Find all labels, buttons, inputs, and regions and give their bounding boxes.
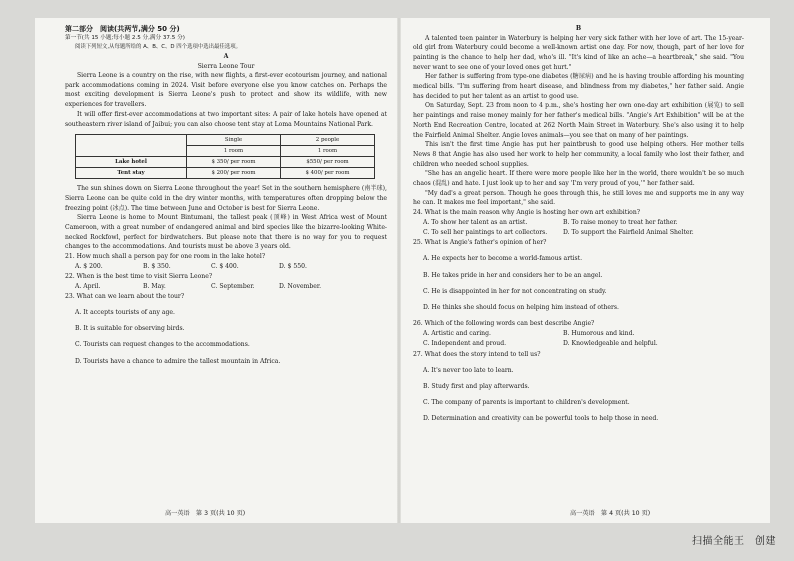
table-row-label: Lake hotel [76, 157, 187, 168]
question-22-options [75, 282, 387, 292]
passage-b-paragraph-1: A talented teen painter in Waterbury is helping her very sick father with her love of art. The 15-year-old girl from Waterbury could become a well-known artist one day. For now, though, part of her love for painting is the chance to help her dad, who's ill. "It's kind of like an ache—a heartbreak," she said. "You never want to see one of your loved ones get hurt." [413, 34, 744, 71]
section-title: 第二部分 阅读(共两节,满分 50 分) [65, 25, 180, 33]
table-cell: $550/ per room [281, 157, 375, 168]
passage-b-paragraph-4: This isn't the first time Angie has put her paintbrush to good use helping others. Her mother tells News 8 that Angie has also used her work to help her community, a local family who lost their father, and children who needed school supplies. [413, 141, 744, 168]
option[interactable]: D. $ 550. [279, 262, 307, 270]
passage-a-paragraph-3: The sun shines down on Sierra Leone throughout the year! Set in the southern hemisphere (南半球), Sierra Leone can be quite cold in the dry winter months, with temperatures often dropping below the freezing point (冰点). The time between June and October is best for Sierra Leone. [65, 185, 387, 212]
page-4-footer: 高一英语 第 4 页(共 10 页) [570, 510, 651, 517]
option[interactable]: B. To raise money to treat her father. [563, 218, 678, 226]
option[interactable]: B. Humorous and kind. [563, 330, 635, 338]
question-21-options [75, 262, 387, 272]
option[interactable]: B. It is suitable for observing birds. [75, 324, 185, 332]
option[interactable]: C. He is disappointed in her for not concentrating on study. [423, 287, 607, 295]
option[interactable]: D. Knowledgeable and helpful. [563, 340, 658, 348]
option[interactable]: A. He expects her to become a world-famous artist. [423, 255, 583, 263]
option[interactable]: D. To support the Fairfield Animal Shelter. [563, 229, 694, 237]
table-row [76, 157, 375, 168]
question-22: 22. When is the best time to visit Sierra Leone? [65, 272, 213, 280]
passage-letter-b: B [575, 25, 582, 32]
question-25: 25. What is Angie's father's opinion of her? [413, 239, 547, 247]
page-3-footer: 高一英语 第 3 页(共 10 页) [165, 510, 246, 517]
option[interactable]: D. Determination and creativity can be powerful tools to help those in need. [423, 415, 659, 423]
option[interactable]: A. April. [75, 282, 101, 290]
option[interactable]: B. $ 350. [143, 262, 171, 270]
option[interactable]: C. September. [211, 282, 255, 290]
question-26-options-row-1 [423, 329, 744, 339]
option[interactable]: B. May. [143, 282, 166, 290]
table-corner [76, 135, 187, 157]
table-cell: $ 350/ per room [187, 157, 281, 168]
question-26-options-row-2 [423, 339, 744, 349]
option[interactable]: A. Artistic and caring. [423, 330, 491, 338]
question-24-options-row-1 [423, 218, 744, 228]
option[interactable]: B. He takes pride in her and considers her to be an angel. [423, 271, 603, 279]
option[interactable]: C. The company of parents is important to children's development. [423, 399, 630, 407]
passage-b-paragraph-6: "My dad's a great person. Though he goes through this, he still loves me and supports me in any way he can. It makes me feel important," she said. [413, 189, 744, 207]
option[interactable]: C. Independent and proud. [423, 340, 507, 348]
option[interactable]: C. $ 400. [211, 262, 239, 270]
table-header-single: Single [187, 135, 281, 146]
question-27: 27. What does the story intend to tell us? [413, 350, 541, 358]
option[interactable]: D. Tourists have a chance to admire the tallest mountain in Africa. [75, 357, 281, 365]
room-price-table [75, 134, 375, 179]
passage-a-paragraph-1: Sierra Leone is a country on the rise, with new flights, a first-ever ecotourism journey, and national park accommodations coming in 2024. Visit before everyone else you know catches on. Perhaps the most exciting development is Sierra Leone's push to protect and show its wildlife, with new experiences for travellers. [65, 72, 387, 109]
passage-b-paragraph-2: Her father is suffering from type-one diabetes (糖尿病) and he is having trouble affording his mounting medical bills. "I'm suffering from heart disease, and blindness from my diabetes," her father said. Angie has decided to put her talent as an artist to good use. [413, 73, 744, 100]
table-cell: $ 400/ per room [281, 168, 375, 179]
question-24-options-row-2 [423, 228, 744, 238]
passage-a-paragraph-2: It will offer first-ever accommodations at two important sites: A pair of lake hotels have opened at southeastern river island of Jaibui; you can also choose tent stay at Loma Mountains National Park. [65, 110, 387, 128]
section-instructions: 阅读下列短文,从每题所给的 A、B、C、D 四个选项中选出最佳选项。 [75, 44, 241, 50]
option[interactable]: A. To show her talent as an artist. [423, 218, 528, 226]
option[interactable]: A. $ 200. [75, 262, 103, 270]
passage-a-paragraph-4: Sierra Leone is home to Mount Bintumani, the tallest peak (顶峰) in West Africa west of Mount Cameroon, with a great number of endangered animal and bird species like the bizarre-looking White-necked Rockfowl, perfect for birdwatchers. But please note that there is no way for you to request changes to the accommodations. And tourists must be above 3 years old. [65, 214, 387, 251]
table-row [76, 168, 375, 179]
section-subtitle: 第一节(共 15 小题;每小题 2.5 分,满分 37.5 分) [65, 35, 185, 41]
table-subheader-single: 1 room [187, 146, 281, 157]
passage-b-paragraph-5: "She has an angelic heart. If there were more people like her in the world, there wouldn't be so much chaos (混乱) and hate. I just look up to her and say 'I'm very proud of you,'" her father said. [413, 170, 744, 188]
option[interactable]: D. He thinks she should focus on helping him instead of others. [423, 304, 619, 312]
scanned-sheet [35, 18, 770, 523]
option[interactable]: B. Study first and play afterwards. [423, 382, 530, 390]
passage-b-paragraph-3: On Saturday, Sept. 23 from noon to 4 p.m., she's hosting her own one-day art exhibition (展览) to sell her paintings and raise money mainly for her father's medical bills. "Angie's Art Exhibition" will be at the North End Recreation Centre, located at 262 North Main Street in Waterbury. She's also using it to help the Fairfield Animal Shelter. Angie loves animals—you see that on many of her paintings. [413, 102, 744, 139]
option[interactable]: A. It's never too late to learn. [423, 366, 514, 374]
option[interactable]: A. It accepts tourists of any age. [75, 308, 175, 316]
option[interactable]: C. Tourists can request changes to the accommodations. [75, 341, 250, 349]
question-23: 23. What can we learn about the tour? [65, 292, 185, 300]
page-3 [35, 18, 395, 373]
page-4 [403, 18, 770, 431]
question-24: 24. What is the main reason why Angie is hosting her own art exhibition? [413, 209, 641, 217]
passage-letter-a: A [223, 53, 229, 60]
table-header-two: 2 people [281, 135, 375, 146]
scanner-watermark: 扫描全能王 创建 [692, 536, 776, 547]
table-row-label: Tent stay [76, 168, 187, 179]
question-26: 26. Which of the following words can best describe Angie? [413, 320, 595, 328]
page-fold [397, 18, 401, 523]
table-subheader-two: 1 room [281, 146, 375, 157]
option[interactable]: D. November. [279, 282, 322, 290]
option[interactable]: C. To sell her paintings to art collectors. [423, 229, 548, 237]
question-21: 21. How much shall a person pay for one room in the lake hotel? [65, 253, 266, 261]
passage-title: Sierra Leone Tour [197, 62, 255, 70]
table-cell: $ 200/ per room [187, 168, 281, 179]
